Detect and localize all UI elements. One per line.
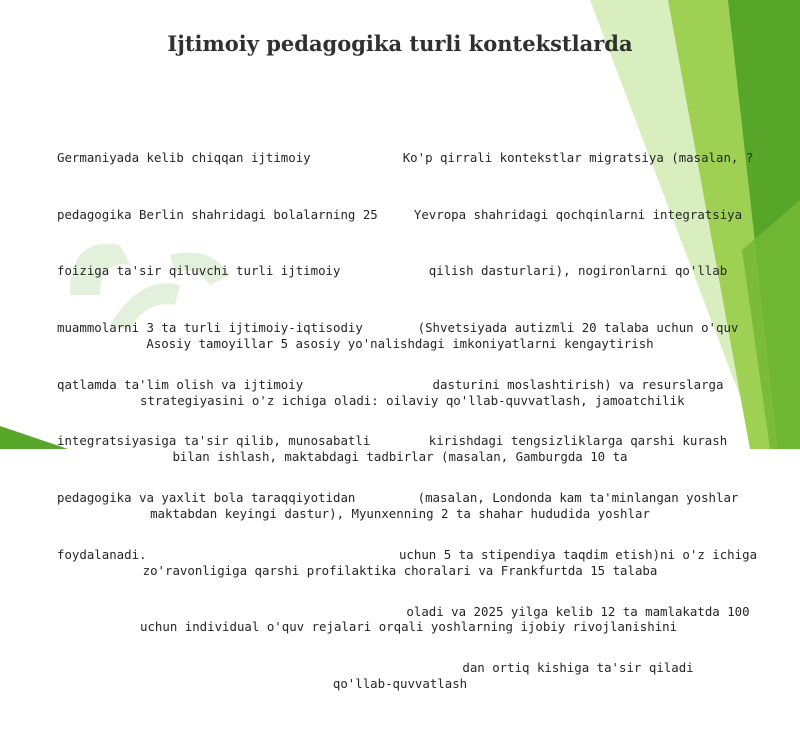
paragraph-line: foydalanadi. bbox=[57, 546, 147, 562]
paragraph-line: foiziga ta'sir qiluvchi turli ijtimoiy bbox=[57, 263, 341, 279]
paragraph-line: dasturini moslashtirish) va resurslarga bbox=[432, 376, 724, 392]
paragraph-line: (Shvetsiyada autizmli 20 talaba uchun o'quv bbox=[417, 319, 739, 335]
bottom-paragraph bbox=[140, 297, 685, 732]
paragraph-line: qilish dasturlari), nogironlarni qo'llab bbox=[428, 263, 728, 279]
paragraph-line: strategiyasini o'z ichiga oladi: oilaviy qo'llab-quvvatlash, jamoatchilik bbox=[140, 392, 685, 408]
paragraph-line: Germaniyada kelib chiqqan ijtimoiy bbox=[57, 149, 311, 165]
paragraph-line: (masalan, Londonda kam ta'minlangan yoshlar bbox=[417, 490, 739, 506]
paragraph-line: zo'ravonligiga qarshi profilaktika choralari va Frankfurtda 15 talaba bbox=[142, 562, 658, 578]
paragraph-line: Asosiy tamoyillar 5 asosiy yo'nalishdagi imkoniyatlarni kengaytirish bbox=[146, 335, 654, 351]
paragraph-line: uchun individual o'quv rejalari orqali yoshlarning ijobiy rivojlanishini bbox=[140, 619, 678, 635]
paragraph-line: uchun 5 ta stipendiya taqdim etish)ni o'z ichiga bbox=[398, 546, 758, 562]
paragraph-line: qo'llab-quvvatlash bbox=[332, 676, 468, 692]
paragraph-line: pedagogika va yaxlit bola taraqqiyotidan bbox=[57, 490, 356, 506]
slide-title: Ijtimoiy pedagogika turli kontekstlarda bbox=[167, 31, 633, 56]
paragraph-line: oladi va 2025 yilga kelib 12 ta mamlakatda 100 bbox=[406, 603, 750, 619]
paragraph-line: Yevropa shahridagi qochqinlarni integratsiya bbox=[413, 206, 743, 222]
paragraph-line: maktabdan keyingi dastur), Myunxenning 2 ta shahar hududida yoshlar bbox=[150, 505, 650, 521]
paragraph-line: Ko'p qirrali kontekstlar migratsiya (masalan, ? bbox=[402, 149, 754, 165]
paragraph-line: kirishdagi tengsizliklarga qarshi kurash bbox=[428, 433, 728, 449]
paragraph-line: muammolarni 3 ta turli ijtimoiy-iqtisodiy bbox=[57, 319, 363, 335]
paragraph-line: dan ortiq kishiga ta'sir qiladi bbox=[462, 660, 694, 676]
paragraph-line: qatlamda ta'lim olish va ijtimoiy bbox=[57, 376, 304, 392]
paragraph-line: pedagogika Berlin shahridagi bolalarning 25 bbox=[57, 206, 378, 222]
paragraph-line: integratsiyasiga ta'sir qilib, munosabatli bbox=[57, 433, 371, 449]
paragraph-line: bilan ishlash, maktabdagi tadbirlar (masalan, Gamburgda 10 ta bbox=[172, 449, 628, 465]
